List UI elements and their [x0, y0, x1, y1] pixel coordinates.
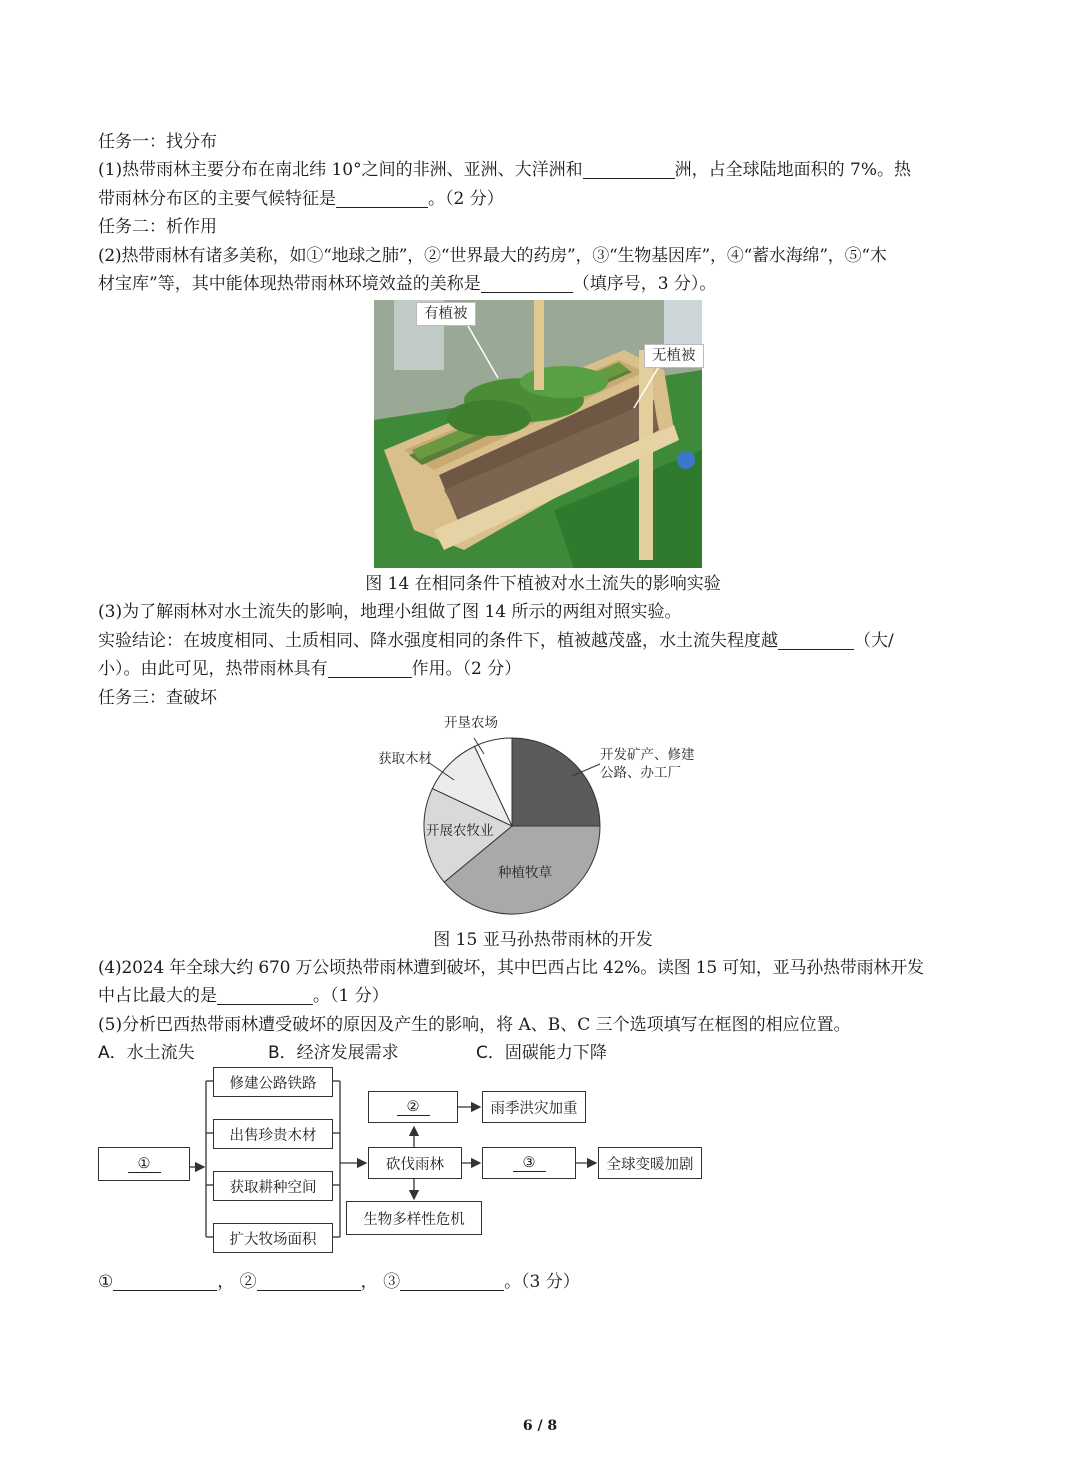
q1-text-d: 。（2 分）	[428, 188, 504, 209]
flow-box-3-number: ③	[513, 1155, 546, 1172]
figure-15-caption: 图 15 亚马孙热带雨林的开发	[433, 930, 653, 951]
flow-cause-sell-timber: 出售珍贵木材	[213, 1119, 333, 1149]
answer-tail-text: 。（3 分）	[504, 1272, 580, 1293]
answer-separator-2: ，	[360, 1272, 378, 1293]
question-4-line-2	[98, 982, 988, 1010]
flow-box-2-number: ②	[397, 1099, 430, 1116]
pie-slice-mining	[512, 738, 600, 826]
page-number: 6 / 8	[522, 1418, 558, 1434]
question-2-line-2	[98, 270, 988, 298]
figure-14-caption: 图 14 在相同条件下植被对水土流失的影响实验	[365, 574, 721, 595]
option-b: B．经济发展需求	[268, 1043, 399, 1064]
pie-label-timber: 获取木材	[378, 751, 432, 768]
question-2-line-1: (2)热带雨林有诸多美称，如①“地球之肺”，②“世界最大的药房”，③“生物基因库”，④“蓄水海绵”，⑤“木	[98, 245, 887, 266]
flow-box-1-blank	[98, 1147, 190, 1181]
q1-answer-blank-2	[336, 187, 428, 208]
q3-text-b1: 实验结论：在坡度相同、土质相同、降水强度相同的条件下，植被越茂盛，水土流失程度越	[98, 630, 778, 651]
task2-title: 任务二：析作用	[98, 217, 217, 238]
q3-answer-blank-2	[328, 657, 412, 678]
q3-text-c1: 小）。由此可见，热带雨林具有	[98, 659, 328, 680]
pie-label-agriculture: 开展农牧业	[426, 823, 494, 840]
pie-label-pasture: 种植牧草	[498, 865, 552, 882]
q1-answer-blank-1	[583, 158, 675, 179]
answer-1-marker: ①	[98, 1272, 114, 1293]
question-5-answer-line	[98, 1267, 988, 1297]
flow-box-3-blank	[482, 1147, 576, 1179]
exam-page-content	[98, 128, 988, 1297]
pie-label-mining-line-2: 公路、办工厂	[600, 765, 681, 782]
q3-answer-blank-1	[778, 629, 854, 650]
question-1-line-1	[98, 156, 988, 184]
flow-effect-warming: 全球变暖加剧	[598, 1147, 702, 1179]
question-4-line-1: (4)2024 年全球大约 670 万公顷热带雨林遭到破坏，其中巴西占比 42%。读图 15 可知，亚马孙热带雨林开发	[98, 958, 924, 979]
answer-3-blank	[400, 1270, 504, 1291]
question-3-line-1: (3)为了解雨林对水土流失的影响，地理小组做了图 14 所示的两组对照实验。	[98, 602, 682, 623]
q3-text-c2: 作用。（2 分）	[411, 659, 522, 680]
figure-14	[98, 298, 988, 570]
q4-answer-blank	[217, 984, 313, 1005]
task3-title: 任务三：查破坏	[98, 687, 217, 708]
cause-effect-flowchart	[98, 1067, 988, 1267]
flow-box-2-blank	[368, 1091, 458, 1123]
task1-title: 任务一：找分布	[98, 132, 217, 152]
label-with-vegetation: 有植被	[416, 302, 476, 326]
answer-separator-1: ，	[217, 1272, 235, 1293]
question-5-options	[98, 1039, 988, 1067]
option-c: C．固碳能力下降	[476, 1043, 607, 1064]
answer-3-marker: ③	[383, 1272, 401, 1293]
flow-center-deforestation: 砍伐雨林	[368, 1147, 462, 1179]
q4-text-b2: 。（1 分）	[313, 986, 389, 1007]
pie-label-mining-line-1: 开发矿产、修建	[600, 747, 695, 764]
q1-text-c: 带雨林分布区的主要气候特征是	[98, 188, 336, 209]
q2-answer-blank	[481, 272, 573, 293]
flow-cause-farmland: 获取耕种空间	[213, 1171, 333, 1201]
q2-text-b: 材宝库”等，其中能体现热带雨林环境效益的美称是	[98, 274, 481, 295]
flow-box-1-number: ①	[128, 1156, 161, 1173]
flow-effect-biodiversity: 生物多样性危机	[346, 1201, 482, 1235]
answer-2-marker: ②	[239, 1272, 257, 1293]
experiment-photo-illustration	[374, 300, 702, 568]
question-1-line-2	[98, 185, 988, 213]
label-without-vegetation: 无植被	[644, 344, 704, 368]
q4-text-b1: 中占比最大的是	[98, 986, 217, 1007]
option-a: A．水土流失	[98, 1043, 195, 1064]
q1-text-a: (1)热带雨林主要分布在南北纬 10°之间的非洲、亚洲、大洋洲和	[98, 160, 583, 181]
question-3-line-2	[98, 627, 988, 655]
q3-text-b2: （大/	[854, 630, 894, 651]
flow-cause-pasture: 扩大牧场面积	[213, 1223, 333, 1253]
figure-15-pie-chart	[98, 712, 988, 926]
question-3-line-3	[98, 655, 988, 683]
q1-text-b: 洲，占全球陆地面积的 7%。热	[674, 160, 911, 181]
answer-2-blank	[257, 1270, 361, 1291]
flow-effect-floods: 雨季洪灾加重	[482, 1091, 586, 1123]
q2-text-c: （填序号，3 分）。	[572, 274, 717, 295]
flow-cause-build-roads: 修建公路铁路	[213, 1067, 333, 1097]
question-5-line-1: (5)分析巴西热带雨林遭受破坏的原因及产生的影响，将 A、B、C 三个选项填写在框图的相应位置。	[98, 1014, 851, 1035]
experiment-photo	[374, 300, 702, 568]
answer-1-blank	[113, 1270, 217, 1291]
pie-chart-svg	[98, 712, 988, 926]
pie-label-reclaim-farms: 开垦农场	[444, 715, 498, 732]
